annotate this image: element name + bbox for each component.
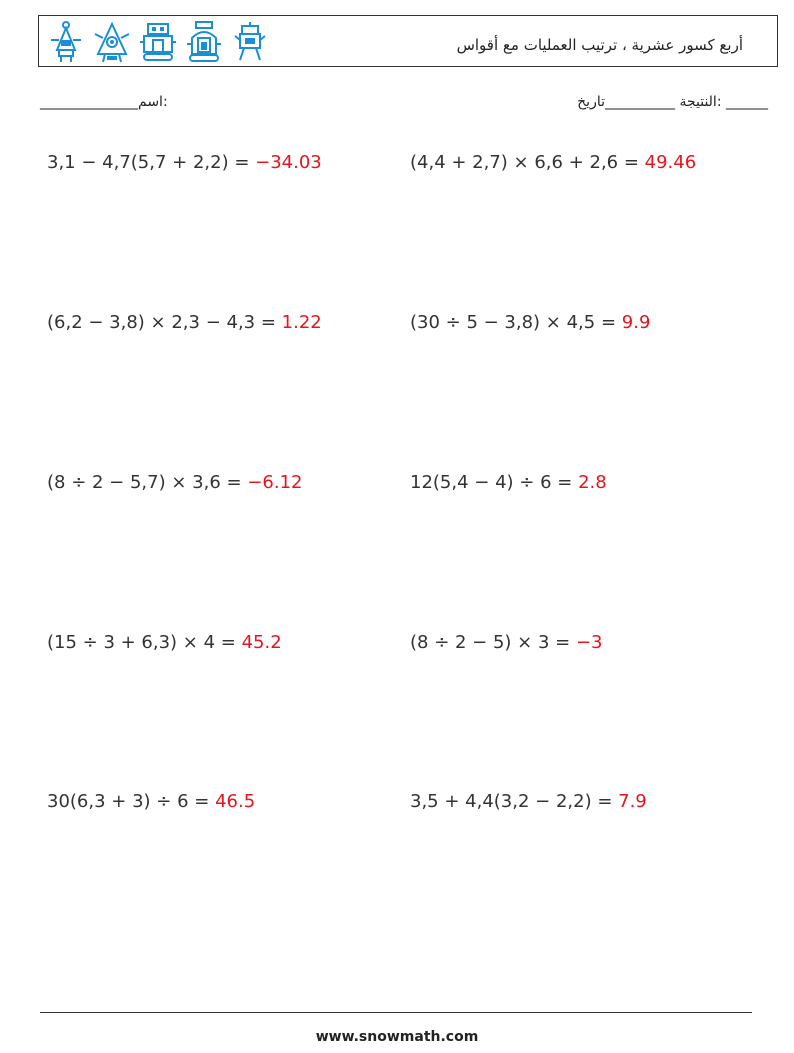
problem-9 <box>47 791 255 812</box>
problem-10 <box>410 791 647 812</box>
worksheet-header <box>38 15 778 67</box>
problem-answer: 45.2 <box>241 632 282 653</box>
problem-expression: (6,2 − 3,8) × 2,3 − 4,3 = <box>47 312 282 333</box>
problem-answer: 1.22 <box>281 312 322 333</box>
problem-answer: 2.8 <box>578 472 607 493</box>
score-blank: __________ <box>605 94 675 110</box>
problem-answer: −6.12 <box>247 472 303 493</box>
problem-answer: −34.03 <box>255 152 322 173</box>
problem-answer: 46.5 <box>215 791 256 812</box>
date-score-field <box>577 94 768 110</box>
problem-expression: 12(5,4 − 4) ÷ 6 = <box>410 472 579 493</box>
problem-2 <box>410 152 696 173</box>
problem-7 <box>47 632 282 653</box>
problem-expression: 3,1 − 4,7(5,7 + 2,2) = <box>47 152 256 173</box>
problem-expression: (8 ÷ 2 − 5,7) × 3,6 = <box>47 472 248 493</box>
robot-icon-5 <box>231 20 269 64</box>
footer-url[interactable]: www.snowmath.com <box>315 1029 479 1045</box>
name-blank: ______________ <box>40 94 138 110</box>
name-label: اسم: <box>138 94 168 110</box>
name-field <box>40 94 168 110</box>
problem-3 <box>47 312 322 333</box>
problem-expression: (15 ÷ 3 + 6,3) × 4 = <box>47 632 242 653</box>
date-label: تاريخ: <box>577 94 722 110</box>
worksheet-title: أربع كسور عشرية ، ترتيب العمليات مع أقواس <box>456 36 743 54</box>
problem-answer: 9.9 <box>621 312 651 333</box>
problem-1 <box>47 152 322 173</box>
problem-6 <box>410 472 607 493</box>
score-label: النتيجة <box>679 94 717 110</box>
problem-5 <box>47 472 302 493</box>
problem-4 <box>410 312 650 333</box>
problem-expression: 30(6,3 + 3) ÷ 6 = <box>47 791 216 812</box>
date-blank: ______ <box>726 94 768 110</box>
problem-answer: 49.46 <box>644 152 697 173</box>
robot-icon-4 <box>185 20 223 64</box>
robot-icon-2 <box>93 20 131 64</box>
robot-icon-1 <box>47 20 85 64</box>
footer-divider <box>40 1012 752 1013</box>
problem-8 <box>410 632 603 653</box>
robot-logo-row <box>47 20 269 64</box>
problem-answer: −3 <box>575 632 603 653</box>
robot-icon-3 <box>139 20 177 64</box>
problem-expression: 3,5 + 4,4(3,2 − 2,2) = <box>410 791 619 812</box>
problem-expression: (8 ÷ 2 − 5) × 3 = <box>410 632 576 653</box>
problem-expression: (4,4 + 2,7) × 6,6 + 2,6 = <box>410 152 645 173</box>
problem-answer: 7.9 <box>618 791 647 812</box>
problem-expression: (30 ÷ 5 − 3,8) × 4,5 = <box>410 312 622 333</box>
